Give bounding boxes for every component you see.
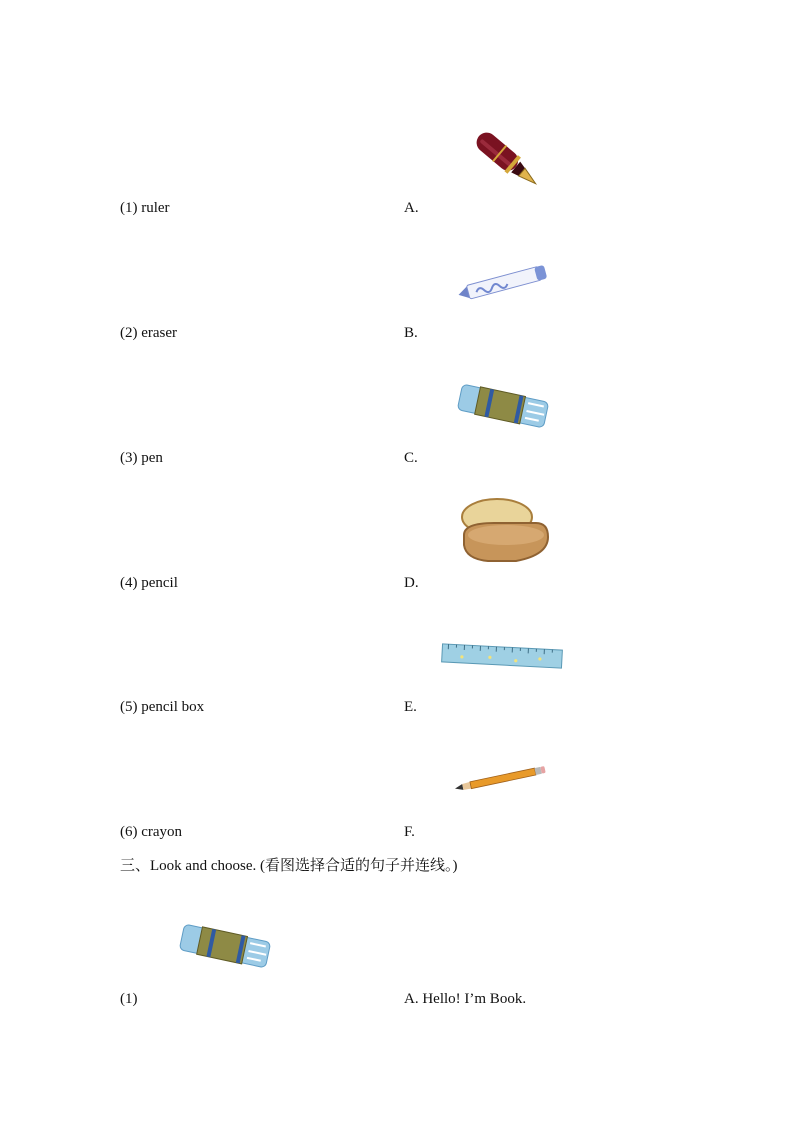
section3-item-label: (1) [120,991,138,1007]
word-pencil: (4) pencil [120,575,178,591]
pencil-box-icon [456,493,552,565]
word-pen: (3) pen [120,450,163,466]
word-eraser: (2) eraser [120,325,178,341]
option-letter-b: B. [404,325,418,341]
eraser-icon [176,920,274,974]
section3-option-a: A. Hello! I’m Book. [404,991,527,1007]
option-letter-e: E. [404,699,417,715]
crayon-icon [454,262,552,304]
option-letter-a: A. [404,200,419,216]
eraser-icon [454,380,552,434]
word-pencil-box: (5) pencil box [120,699,205,715]
section-heading: 三、Look and choose. (看图选择合适的句子并连线。) [120,858,458,874]
option-letter-d: D. [404,575,419,591]
ruler-icon [440,642,564,670]
option-letter-f: F. [404,824,415,840]
word-crayon: (6) crayon [120,824,183,840]
fountain-pen-icon [462,118,548,198]
word-ruler: (1) ruler [120,200,170,216]
option-letter-c: C. [404,450,418,466]
pencil-icon [452,764,548,794]
